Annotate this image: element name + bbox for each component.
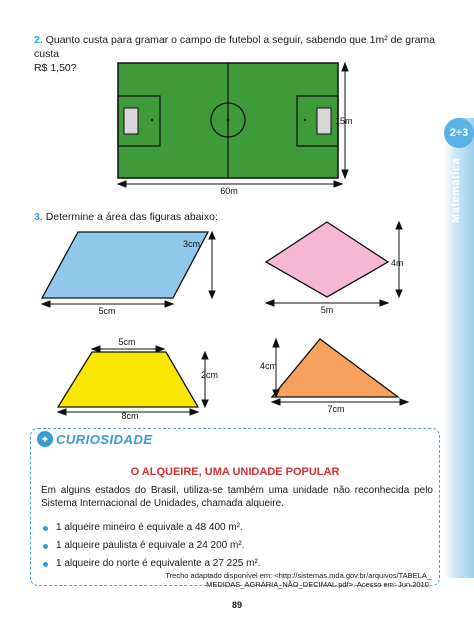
triangle-height-label: 4cm: [260, 361, 278, 371]
trapezoid-base-label: 8cm: [121, 411, 139, 421]
triangle-shape: [272, 339, 398, 397]
list-item: 1 alqueire paulista é equivale a 24 200 m².: [43, 537, 261, 555]
side-tab-label: Matemática: [450, 158, 462, 223]
source-line-2: MEDIDAS_AGRÁRIA_NÃO_DECIMAL.pdf>. Acesso em: Jun.2010.: [206, 580, 431, 589]
curiosity-source: [131, 571, 431, 589]
bullet-icon: [43, 544, 48, 549]
question-2-number: 2.: [34, 34, 43, 46]
source-line-1: Trecho adaptado disponível em: <http://sistemas.mda.gov.br/arquivos/TABELA_: [165, 571, 431, 580]
field-width-label: 60m: [220, 186, 238, 196]
field-height-label: 15m: [335, 116, 353, 126]
trapezoid-height-label: 2cm: [201, 370, 219, 380]
rhombus-small-diagonal-label: 4m: [391, 258, 404, 268]
rhombus-large-diagonal-label: 5m: [320, 305, 334, 315]
lightbulb-icon: ✦: [37, 431, 53, 447]
list-item: 1 alqueire mineiro é equivale a 48 400 m².: [43, 519, 261, 537]
question-3-number: 3.: [34, 211, 43, 223]
parallelogram-base-label: 5cm: [98, 306, 116, 316]
list-item: 1 alqueire do norte é equivalente a 27 225 m².: [43, 555, 261, 573]
trapezoid-shape: [58, 352, 198, 407]
bullet-icon: [43, 562, 48, 567]
parallelogram-height-label: 3cm: [183, 239, 201, 249]
trapezoid-top-label: 5cm: [118, 337, 136, 347]
curiosity-paragraph: Em alguns estados do Brasil, utiliza-se também uma unidade não reconhecida pelo Sistema Internacional de Unidades, chamada alqueire.: [41, 485, 433, 509]
triangle-base-label: 7cm: [327, 404, 345, 414]
rhombus-shape: [266, 222, 388, 297]
bullet-icon: [43, 526, 48, 531]
question-3-statement: Determine a área das figuras abaixo:: [45, 211, 218, 223]
math-badge-icon: 2÷3: [444, 118, 474, 148]
page-number: 89: [231, 600, 242, 610]
curiosity-title: CURIOSIDADE: [56, 431, 153, 447]
curiosity-subtitle: O ALQUEIRE, UMA UNIDADE POPULAR: [130, 466, 340, 478]
curiosity-list: [43, 519, 261, 573]
parallelogram-height-arrow: [209, 232, 215, 298]
curiosity-box: [30, 428, 440, 589]
question-2-line2: R$ 1,50?: [34, 62, 77, 74]
curiosity-header: [37, 431, 153, 447]
question-2-line1: Quanto custa para gramar o campo de futebol a seguir, sabendo que 1m² de grama custa: [34, 34, 436, 60]
